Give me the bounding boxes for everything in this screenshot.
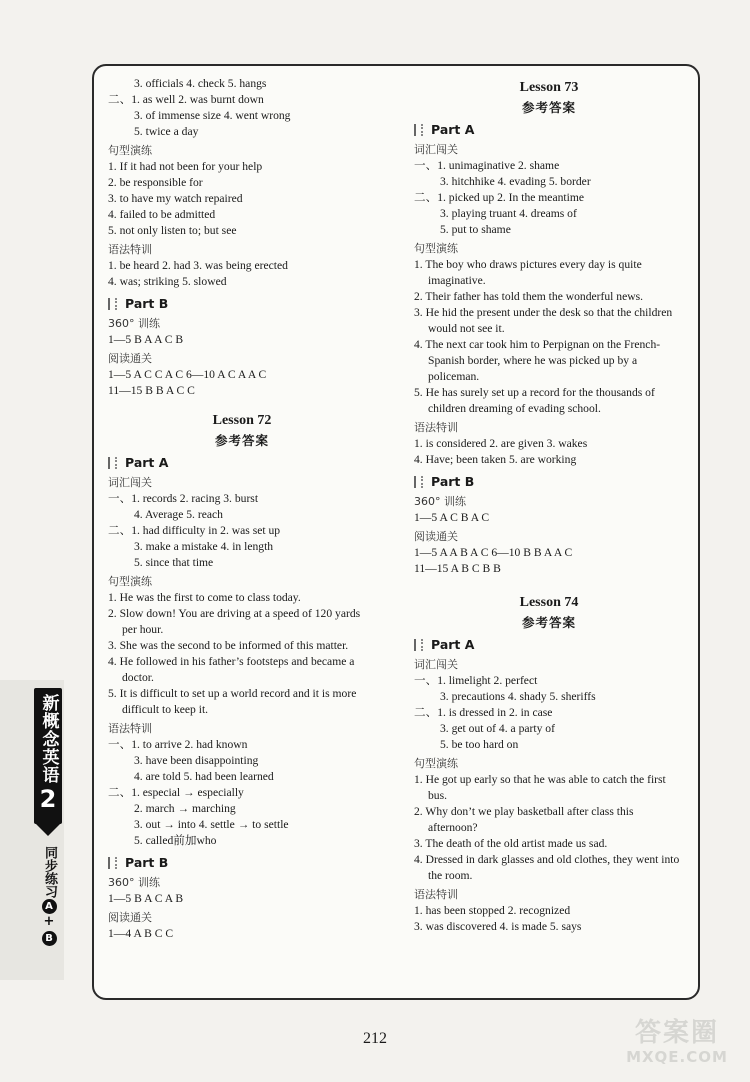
part-b-heading	[108, 855, 376, 871]
answer-line: 1. is considered 2. are given 3. wakes	[414, 437, 588, 450]
section-label-reading: 阅读通关	[108, 911, 152, 924]
part-label: Part A	[431, 637, 475, 652]
section-label-reading: 阅读通关	[414, 530, 458, 543]
answer-line: 11—15 B B A C C	[108, 384, 195, 397]
answer-line: 4. failed to be admitted	[108, 208, 216, 221]
watermark-logo	[612, 1018, 742, 1074]
answer-line: 4. Average 5. reach	[134, 508, 223, 521]
section-label-vocab: 词汇闯关	[414, 658, 458, 671]
section-label-sentence: 句型演练	[414, 242, 458, 255]
section-label-sentence: 句型演练	[108, 575, 152, 588]
answer-line: 一、1. records 2. racing 3. burst	[108, 492, 259, 505]
right-column	[414, 76, 684, 935]
part-a-heading	[108, 455, 376, 471]
watermark-url: MXQE.COM	[626, 1048, 728, 1066]
answer-line: 二、1. had difficulty in 2. was set up	[108, 524, 281, 537]
part-a-heading	[414, 122, 684, 138]
lesson-title: Lesson 72	[212, 413, 272, 428]
answer-line: 5. twice a day	[134, 125, 199, 138]
answer-line: 5. put to shame	[440, 223, 511, 236]
part-label: Part B	[125, 296, 169, 311]
answer-line: 3. playing truant 4. dreams of	[440, 207, 577, 220]
answer-line: 二、1. picked up 2. In the meantime	[414, 191, 585, 204]
part-marker-icon	[414, 476, 423, 488]
section-label-training: 360° 训练	[108, 876, 160, 889]
answer-line: 3. out → into 4. settle → to settle	[134, 818, 289, 831]
answer-line: 5. be too hard on	[440, 738, 519, 751]
answer-line: 3. She was the second to be informed of this matter.	[108, 639, 349, 652]
watermark-text: 答案圈	[634, 1018, 719, 1048]
answer-line: 2. be responsible for	[108, 176, 203, 189]
part-marker-icon	[108, 857, 117, 869]
section-label-sentence: 句型演练	[108, 144, 152, 157]
left-column	[108, 76, 376, 942]
answer-line: 3. hitchhike 4. evading 5. border	[440, 175, 591, 188]
badge-a-icon: A	[42, 899, 57, 914]
lesson-title: Lesson 73	[519, 80, 579, 95]
answer-line: 3. was discovered 4. is made 5. says	[414, 920, 582, 933]
reference-answer-heading: 参考答案	[521, 100, 576, 115]
section-label-grammar: 语法特训	[414, 888, 458, 901]
section-label-training: 360° 训练	[414, 495, 466, 508]
answer-line: 5. He has surely set up a record for the thousands of children dreaming of evading school.	[414, 386, 655, 415]
section-label-vocab: 词汇闯关	[108, 476, 152, 489]
answer-line: 2. Their father has told them the wonderful news.	[414, 290, 644, 303]
answer-line: 4. are told 5. had been learned	[134, 770, 274, 783]
answer-line: 3. of immense size 4. went wrong	[134, 109, 291, 122]
part-marker-icon	[414, 124, 423, 136]
section-label-grammar: 语法特训	[108, 243, 152, 256]
answer-line: 二、1. is dressed in 2. in case	[414, 706, 553, 719]
answer-line: 2. Slow down! You are driving at a speed of 120 yards per hour.	[108, 607, 361, 636]
part-marker-icon	[108, 298, 117, 310]
answer-line: 一、1. unimaginative 2. shame	[414, 159, 560, 172]
reference-answer-heading: 参考答案	[214, 433, 269, 448]
answer-line: 2. march → marching	[134, 802, 236, 815]
part-label: Part B	[431, 474, 475, 489]
answer-line: 1. be heard 2. had 3. was being erected	[108, 259, 288, 272]
answer-line: 2. Why don’t we play basketball after class this afternoon?	[414, 805, 634, 834]
answer-line: 一、1. to arrive 2. had known	[108, 738, 248, 751]
book-title: 新概念英语	[38, 694, 59, 784]
reference-answer-heading: 参考答案	[521, 615, 576, 630]
section-label-training: 360° 训练	[108, 317, 160, 330]
answer-line: 1. The boy who draws pictures every day is quite imaginative.	[414, 258, 642, 287]
answer-line: 一、1. limelight 2. perfect	[414, 674, 538, 687]
answer-line: 4. Have; been taken 5. are working	[414, 453, 577, 466]
page-number: 212	[363, 1030, 387, 1047]
answer-line: 3. officials 4. check 5. hangs	[134, 77, 267, 90]
part-a-heading	[414, 637, 684, 653]
answer-line: 3. to have my watch repaired	[108, 192, 243, 205]
book-volume-number: 2	[39, 785, 57, 813]
answer-line: 3. make a mistake 4. in length	[134, 540, 274, 553]
section-label-grammar: 语法特训	[414, 421, 458, 434]
answer-line: 5. since that time	[134, 556, 214, 569]
section-label-sentence: 句型演练	[414, 757, 458, 770]
answer-line: 4. He followed in his father’s footsteps and became a doctor.	[108, 655, 355, 684]
badge-b-icon: B	[42, 931, 57, 946]
answer-line: 1. He got up early so that he was able to catch the first bus.	[414, 773, 666, 802]
answer-line: 3. get out of 4. a party of	[440, 722, 555, 735]
answer-line: 5. not only listen to; but see	[108, 224, 237, 237]
tab-arrow-icon	[34, 822, 62, 836]
answer-line: 1—5 A A B A C 6—10 B B A A C	[414, 546, 573, 559]
answer-line: 11—15 A B C B B	[414, 562, 501, 575]
answer-line: 5. It is difficult to set up a world record and it is more difficult to keep it.	[108, 687, 357, 716]
answer-line: 5. called前加who	[134, 834, 217, 847]
answer-line: 1—5 B A A C B	[108, 333, 184, 346]
book-subtitle-block	[38, 846, 60, 946]
answer-line: 3. The death of the old artist made us sad.	[414, 837, 608, 850]
lesson-title: Lesson 74	[519, 595, 579, 610]
answer-line: 3. precautions 4. shady 5. sheriffs	[440, 690, 596, 703]
part-b-heading	[108, 296, 376, 312]
answer-line: 3. He hid the present under the desk so that the children would not see it.	[414, 306, 673, 335]
part-label: Part A	[125, 455, 169, 470]
section-label-grammar: 语法特训	[108, 722, 152, 735]
answer-line: 3. have been disappointing	[134, 754, 259, 767]
part-b-heading	[414, 474, 684, 490]
part-label: Part B	[125, 855, 169, 870]
book-subtitle: 同步练习	[42, 846, 57, 898]
answer-line: 1. If it had not been for your help	[108, 160, 263, 173]
section-label-vocab: 词汇闯关	[414, 143, 458, 156]
answer-line: 1—4 A B C C	[108, 927, 174, 940]
answer-line: 1—5 B A C A B	[108, 892, 184, 905]
part-marker-icon	[108, 457, 117, 469]
section-label-reading: 阅读通关	[108, 352, 152, 365]
part-marker-icon	[414, 639, 423, 651]
answer-line: 1. He was the first to come to class today.	[108, 591, 301, 604]
answer-line: 二、1. especial → especially	[108, 786, 244, 799]
plus-sign: +	[43, 914, 55, 929]
part-label: Part A	[431, 122, 475, 137]
book-title-tab	[34, 688, 62, 824]
answer-line: 二、1. as well 2. was burnt down	[108, 93, 264, 106]
answer-line: 4. was; striking 5. slowed	[108, 275, 227, 288]
answer-line: 1—5 A C C A C 6—10 A C A A C	[108, 368, 267, 381]
answer-line: 4. The next car took him to Perpignan on the French-Spanish border, where he was picked up by a policeman.	[414, 338, 661, 383]
answer-line: 1—5 A C B A C	[414, 511, 490, 524]
answer-line: 1. has been stopped 2. recognized	[414, 904, 571, 917]
answer-line: 4. Dressed in dark glasses and old clothes, they went into the room.	[414, 853, 680, 882]
